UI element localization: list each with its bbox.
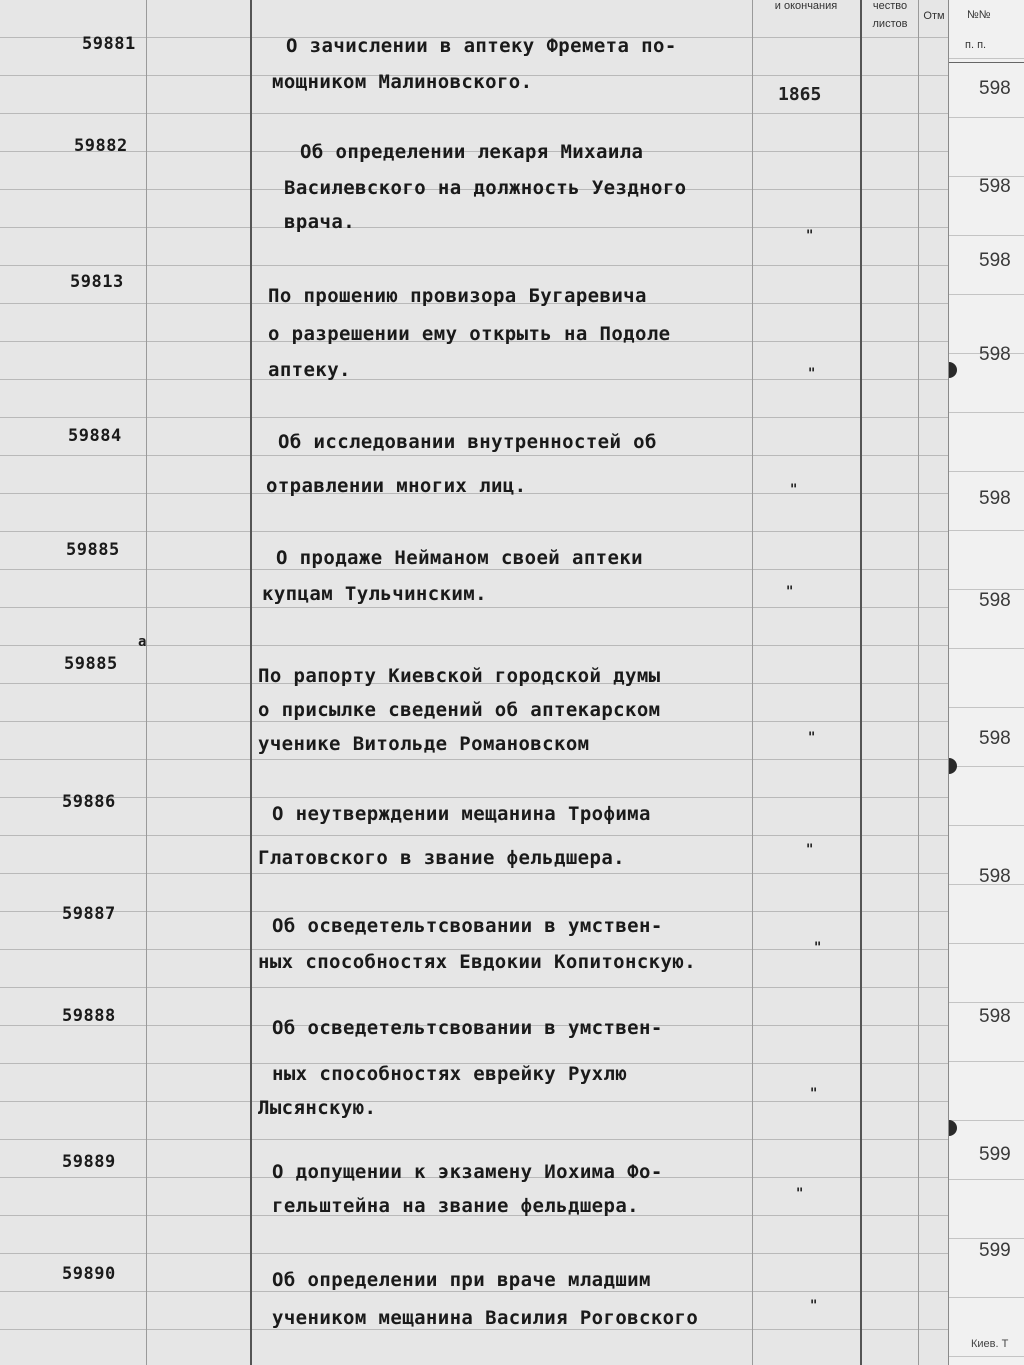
entry-line: о разрешении ему открыть на Подоле	[268, 323, 671, 345]
adjacent-entry-number: 599	[979, 1240, 1011, 1261]
entry-suffix: а	[138, 634, 147, 650]
entry-line: Об исследовании внутренностей об	[278, 431, 657, 453]
sheets-header-bottom: листов	[872, 18, 908, 30]
entry-line: По рапорту Киевской городской думы	[258, 665, 661, 687]
entry-line: учеником мещанина Василия Роговского	[272, 1307, 699, 1329]
adjacent-entry-number: 598	[979, 590, 1011, 611]
entry-number: 59890	[62, 1264, 116, 1284]
adjacent-entry-number: 598	[979, 1006, 1011, 1027]
adjacent-footer: Киев. Т	[971, 1338, 1009, 1350]
binder-hole	[948, 758, 957, 774]
entry-line: О продаже Нейманом своей аптеки	[276, 547, 644, 569]
end-date-header: и окончания	[774, 0, 838, 12]
column-rule	[918, 0, 919, 1365]
ditto-mark: "	[808, 730, 816, 746]
column-rule	[146, 0, 147, 1365]
entry-line: Об осведетельтсвовании в умствен-	[272, 1017, 663, 1039]
ditto-mark: "	[790, 482, 798, 498]
entry-number: 59881	[82, 34, 136, 54]
adjacent-entry-number: 598	[979, 250, 1011, 271]
entry-number: 59887	[62, 904, 116, 924]
sheets-header-top: чество	[872, 0, 908, 12]
column-rule	[860, 0, 862, 1365]
adjacent-entry-number: 598	[979, 176, 1011, 197]
adjacent-entry-number: 598	[979, 344, 1011, 365]
ditto-mark: "	[810, 1086, 818, 1102]
entry-line: гельштейна на звание фельдшера.	[272, 1195, 640, 1217]
entry-line: о присылке сведений об аптекарском	[258, 699, 661, 721]
adjacent-entry-number: 598	[979, 78, 1011, 99]
entry-line: отравлении многих лиц.	[266, 475, 527, 497]
ditto-mark: "	[806, 842, 814, 858]
column-rule	[250, 0, 252, 1365]
entry-line: купцам Тульчинским.	[262, 583, 487, 605]
entry-number: 59886	[62, 792, 116, 812]
adjacent-header-rule	[949, 62, 1024, 63]
entry-line: О неутверждении мещанина Трофима	[272, 803, 651, 825]
ditto-mark: "	[796, 1186, 804, 1202]
entry-number: 59885	[64, 654, 118, 674]
entry-line: Об определении лекаря Михаила	[300, 141, 644, 163]
entry-line: По прошению провизора Бугаревича	[268, 285, 647, 307]
adjacent-entry-number: 599	[979, 1144, 1011, 1165]
entry-line: Об определении при враче младшим	[272, 1269, 651, 1291]
notes-header: Отм	[923, 10, 945, 22]
entry-number: 59884	[68, 426, 122, 446]
ditto-mark: "	[808, 366, 816, 382]
ditto-mark: "	[786, 584, 794, 600]
ditto-mark: "	[810, 1298, 818, 1314]
entry-number: 59882	[74, 136, 128, 156]
entry-line: О допущении к экзамену Иохима Фо-	[272, 1161, 663, 1183]
entry-number: 59889	[62, 1152, 116, 1172]
year-date: 1865	[778, 84, 822, 105]
entry-number: 59813	[70, 272, 124, 292]
adjacent-entry-number: 598	[979, 488, 1011, 509]
adjacent-entry-number: 598	[979, 866, 1011, 887]
ditto-mark: "	[814, 940, 822, 956]
entry-line: Глатовского в звание фельдшера.	[258, 847, 626, 869]
binder-hole	[948, 1120, 957, 1136]
entry-number: 59885	[66, 540, 120, 560]
ditto-mark: "	[806, 228, 814, 244]
entry-line: врача.	[284, 211, 356, 233]
entry-line: Об осведетельтсвовании в умствен-	[272, 915, 663, 937]
entry-number: 59888	[62, 1006, 116, 1026]
entry-line: мощником Малиновского.	[272, 71, 533, 93]
entry-line: ных способностях еврейку Рухлю	[272, 1063, 628, 1085]
binder-hole	[948, 362, 957, 378]
entry-line: Василевского на должность Уездного	[284, 177, 687, 199]
entry-line: ных способностях Евдокии Копитонскую.	[258, 951, 697, 973]
adjacent-header-pp: п. п.	[965, 39, 987, 51]
adjacent-header-number: №№	[967, 9, 991, 21]
adjacent-entry-number: 598	[979, 728, 1011, 749]
entry-line: ученике Витольде Романовском	[258, 733, 590, 755]
entry-line: Лысянскую.	[258, 1097, 377, 1119]
adjacent-page	[948, 0, 1024, 1365]
entry-line: аптеку.	[268, 359, 351, 381]
entry-line: О зачислении в аптеку Фремета по-	[286, 35, 677, 57]
